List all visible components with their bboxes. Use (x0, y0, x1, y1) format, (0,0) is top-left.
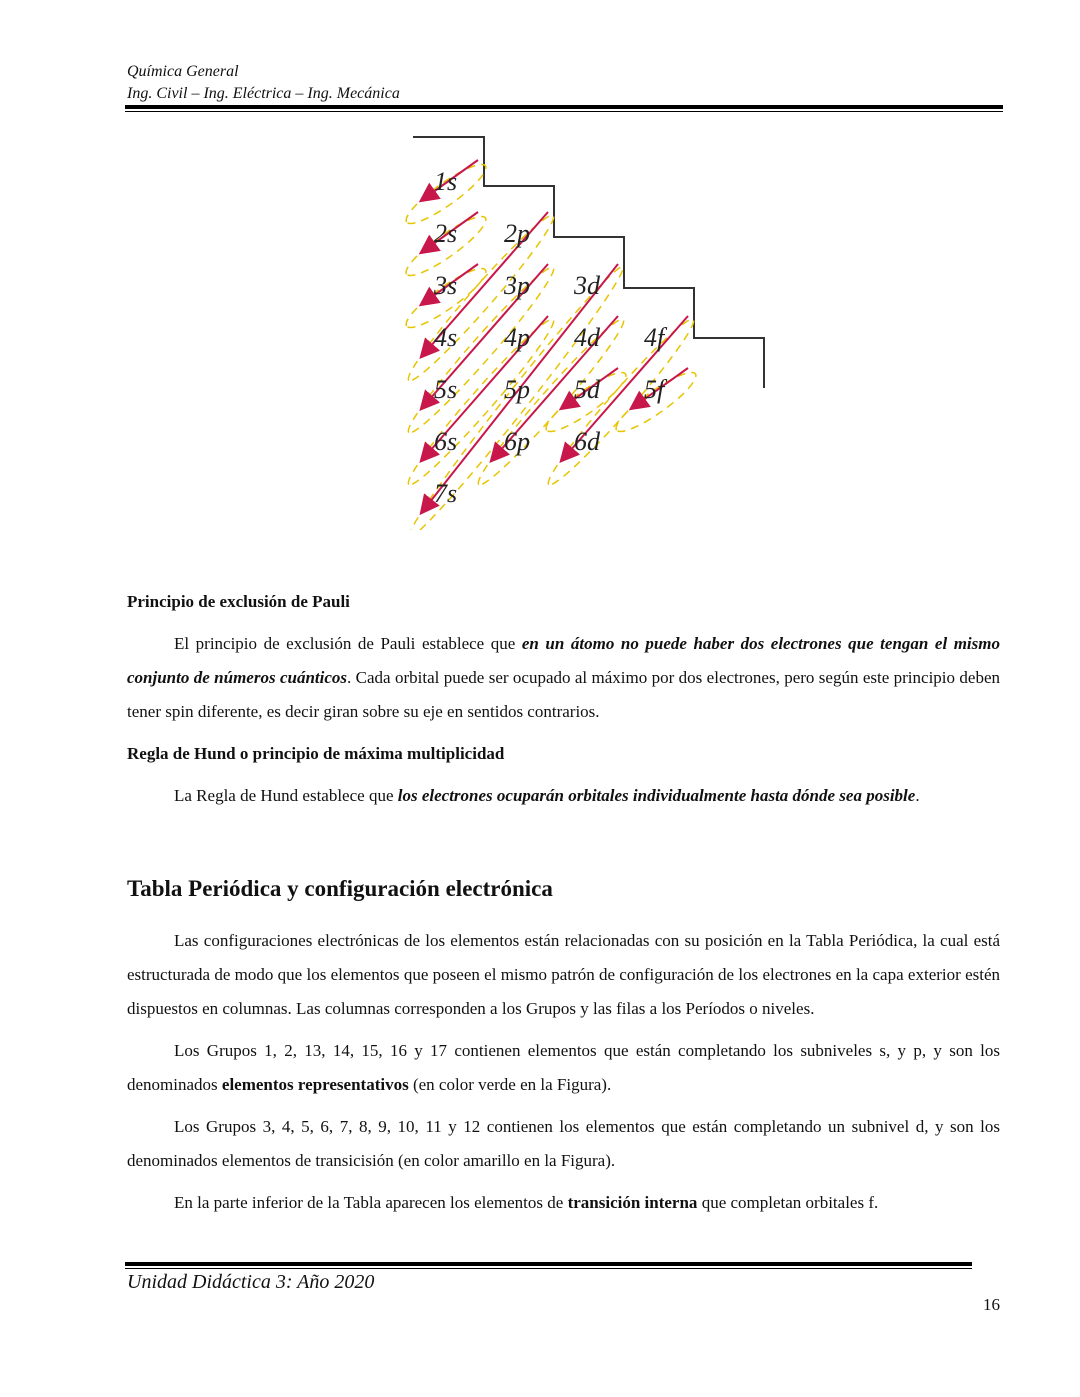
pauli-paragraph (127, 627, 1000, 729)
emphasis: elementos representativos (221, 1075, 409, 1094)
text: . Cada orbital puede ser ocupado al máximo por dos electrones, pero según este principio deben tener spin diferente, es decir giran sobre su eje en sentidos contrarios. (127, 668, 1000, 721)
orbital-label: 5p (504, 375, 530, 404)
aufbau-diagram (400, 130, 780, 530)
orbital-label: 3p (504, 271, 530, 300)
emphasis: en un átomo no puede haber dos electrones que tengan el mismo conjunto de números cuánticos (127, 634, 1000, 687)
emphasis: los electrones ocuparán orbitales individualmente hasta dónde sea posible (397, 786, 916, 805)
tabla-paragraph-2 (127, 1034, 1000, 1102)
orbital-label: 6d (574, 427, 600, 456)
text: En la parte inferior de la Tabla aparecen los elementos de (174, 1193, 568, 1212)
orbital-label: 6p (504, 427, 530, 456)
orbital-label: 3d (574, 271, 600, 300)
tabla-section (127, 872, 1000, 1228)
orbital-label: 6s (434, 427, 458, 456)
tabla-paragraph-4 (127, 1186, 1000, 1220)
orbital-label: 4s (434, 323, 458, 352)
header-rule (125, 105, 1003, 112)
emphasis: transición interna (567, 1193, 698, 1212)
tabla-paragraph-1: Las configuraciones electrónicas de los elementos están relacionadas con su posición en la Tabla Periódica, la cual está estructurada de modo que los elementos que poseen el mismo patrón de configuración de los electrones en la capa exterior estén dispuestos en columnas. Las columnas corresponden a los Grupos y las filas a los Períodos o niveles. (127, 931, 1000, 1018)
orbital-label: 5f (644, 375, 665, 404)
orbital-label: 4d (574, 323, 600, 352)
hund-paragraph (127, 779, 1000, 813)
orbital-label: 4f (644, 323, 665, 352)
orbital-label: 5d (574, 375, 600, 404)
orbital-label: 2p (504, 219, 530, 248)
text: . (915, 786, 920, 805)
footer-rule (125, 1262, 972, 1269)
text: que completan orbitales f. (697, 1193, 879, 1212)
pauli-section (127, 585, 1000, 821)
text: (en color verde en la Figura). (408, 1075, 612, 1094)
orbital-label: 4p (504, 323, 530, 352)
tabla-heading: Tabla Periódica y configuración electrónica (127, 876, 553, 901)
pauli-heading: Principio de exclusión de Pauli (127, 592, 350, 611)
orbital-label: 1s (434, 167, 458, 196)
hund-heading: Regla de Hund o principio de máxima multiplicidad (127, 744, 505, 763)
header-course: Química General (127, 63, 239, 80)
footer-unit: Unidad Didáctica 3: Año 2020 (127, 1271, 375, 1293)
tabla-paragraph-3: Los Grupos 3, 4, 5, 6, 7, 8, 9, 10, 11 y 12 contienen los elementos que están completando un subnivel d, y son los denominados elementos de transicisión (en color amarillo en la Figura). (127, 1117, 1000, 1170)
orbital-label: 5s (434, 375, 458, 404)
text: El principio de exclusión de Pauli establece que (174, 634, 522, 653)
orbital-label: 2s (434, 219, 458, 248)
header-careers: Ing. Civil – Ing. Eléctrica – Ing. Mecánica (127, 85, 400, 102)
orbital-label: 7s (434, 479, 458, 508)
text: La Regla de Hund establece que (174, 786, 398, 805)
page-number: 16 (983, 1295, 1000, 1314)
orbital-label: 3s (434, 271, 458, 300)
text: Los Grupos 1, 2, 13, 14, 15, 16 y 17 contienen elementos que están completando los subniveles s, y p, y son los denominados (127, 1041, 1000, 1094)
